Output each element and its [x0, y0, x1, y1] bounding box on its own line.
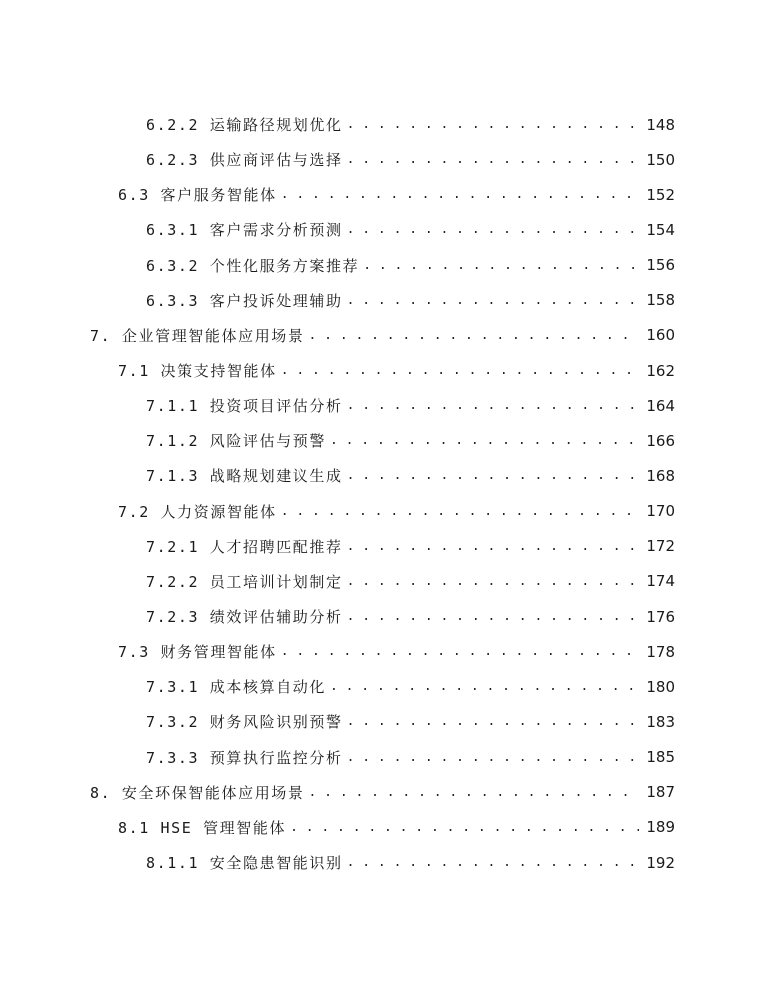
toc-entry-text [146, 395, 345, 416]
toc-entry-number: 7.2.2 [146, 572, 200, 591]
toc-page-number: 150 [646, 150, 675, 169]
toc-dot-leader [363, 258, 639, 273]
toc-entry-title: 绩效评估辅助分析 [209, 608, 343, 627]
toc-entry-text [118, 184, 279, 205]
toc-dot-leader [309, 328, 639, 343]
toc-dot-leader [281, 363, 639, 378]
toc-dot-leader [347, 855, 639, 870]
toc-dot-leader [309, 785, 639, 800]
toc-entry-number: 8.1.1 [146, 854, 200, 873]
toc-page-number: 174 [646, 572, 675, 591]
toc-dot-leader [347, 152, 639, 167]
toc-entry-text [90, 782, 307, 803]
toc-entry-number: 7.1.3 [146, 467, 200, 486]
toc-dot-leader [347, 293, 639, 308]
toc-entry-title: 客户需求分析预测 [209, 221, 343, 240]
toc-entry-title: 供应商评估与选择 [209, 151, 343, 170]
toc-dot-leader [347, 117, 639, 132]
toc-entry-number: 7.1 [118, 362, 150, 381]
toc-entry-text [146, 536, 345, 557]
toc-page-number: 164 [646, 396, 675, 415]
toc-entry-6-2-3[interactable] [0, 142, 765, 177]
toc-dot-leader [347, 574, 639, 589]
toc-page-number: 180 [646, 677, 675, 696]
toc-entry-8-1[interactable] [0, 810, 765, 845]
toc-entry-text [146, 149, 345, 170]
toc-dot-leader [347, 714, 639, 729]
toc-entry-number: 7. [90, 326, 112, 345]
toc-entry-number: 7.3 [118, 643, 150, 662]
toc-entry-title: 企业管理智能体应用场景 [121, 326, 305, 345]
toc-entry-title: 成本核算自动化 [209, 678, 326, 697]
toc-entry-number: 7.2.1 [146, 537, 200, 556]
toc-entry-title: 人才招聘匹配推荐 [209, 537, 343, 556]
toc-dot-leader [347, 468, 639, 483]
toc-entry-title: 决策支持智能体 [160, 362, 277, 381]
toc-dot-leader [347, 222, 639, 237]
toc-entry-6-3-3[interactable] [0, 283, 765, 318]
toc-entry-7-3[interactable] [0, 634, 765, 669]
toc-entry-title: 客户投诉处理辅助 [209, 291, 343, 310]
toc-entry-title: 安全环保智能体应用场景 [121, 783, 305, 802]
toc-entry-title: 人力资源智能体 [160, 502, 277, 521]
toc-page-number: 156 [646, 256, 675, 275]
toc-entry-6-3-2[interactable] [0, 248, 765, 283]
toc-entry-text [146, 852, 345, 873]
toc-dot-leader [330, 679, 639, 694]
toc-entry-number: 7.3.3 [146, 748, 200, 767]
toc-page-number: 168 [646, 466, 675, 485]
toc-entry-number: 6.3 [118, 186, 150, 205]
toc-page-number: 166 [646, 431, 675, 450]
toc-page-number: 189 [646, 818, 675, 837]
toc-entry-text [146, 465, 345, 486]
toc-entry-number: 6.3.1 [146, 221, 200, 240]
toc-entry-title: HSE 管理智能体 [160, 818, 287, 837]
toc-dot-leader [347, 398, 639, 413]
toc-entry-6-3[interactable] [0, 177, 765, 212]
toc-entry-title: 财务管理智能体 [160, 643, 277, 662]
toc-entry-title: 安全隐患智能识别 [209, 854, 343, 873]
toc-dot-leader [281, 187, 639, 202]
toc-entry-title: 预算执行监控分析 [209, 748, 343, 767]
toc-entry-7-2[interactable] [0, 494, 765, 529]
toc-page-number: 152 [646, 185, 675, 204]
table-of-contents [0, 107, 765, 880]
toc-page-number: 185 [646, 748, 675, 767]
toc-entry-number: 7.2.3 [146, 608, 200, 627]
toc-entry-text [118, 817, 288, 838]
toc-page-number: 160 [646, 326, 675, 345]
toc-entry-text [90, 325, 307, 346]
toc-dot-leader [281, 504, 639, 519]
toc-dot-leader [281, 644, 639, 659]
toc-entry-text [146, 606, 345, 627]
toc-entry-text [118, 360, 279, 381]
toc-page-number: 183 [646, 712, 675, 731]
toc-page-number: 148 [646, 115, 675, 134]
toc-entry-number: 6.2.2 [146, 116, 200, 135]
toc-dot-leader [347, 609, 639, 624]
toc-entry-7-1-2[interactable] [0, 423, 765, 458]
toc-entry-7-2-3[interactable] [0, 599, 765, 634]
toc-entry-number: 6.3.2 [146, 256, 200, 275]
toc-entry-text [146, 290, 345, 311]
toc-entry-8-1-1[interactable] [0, 845, 765, 880]
toc-entry-number: 7.1.2 [146, 432, 200, 451]
toc-entry-text [146, 430, 328, 451]
toc-entry-title: 运输路径规划优化 [209, 116, 343, 135]
toc-entry-7-2-2[interactable] [0, 564, 765, 599]
toc-entry-number: 6.2.3 [146, 151, 200, 170]
toc-entry-text [146, 747, 345, 768]
toc-entry-title: 投资项目评估分析 [209, 397, 343, 416]
toc-page-number: 170 [646, 502, 675, 521]
toc-entry-text [146, 676, 328, 697]
toc-page-number: 187 [646, 783, 675, 802]
toc-page-number: 158 [646, 291, 675, 310]
toc-entry-number: 6.3.3 [146, 291, 200, 310]
toc-entry-text [118, 501, 279, 522]
toc-entry-7-1-1[interactable] [0, 388, 765, 423]
toc-page-number: 176 [646, 607, 675, 626]
toc-entry-7-3-3[interactable] [0, 740, 765, 775]
toc-page-number: 172 [646, 537, 675, 556]
toc-entry-text [146, 571, 345, 592]
toc-entry-8[interactable] [0, 775, 765, 810]
toc-entry-title: 财务风险识别预警 [209, 713, 343, 732]
toc-dot-leader [330, 433, 639, 448]
toc-entry-title: 风险评估与预警 [209, 432, 326, 451]
toc-entry-number: 7.3.2 [146, 713, 200, 732]
toc-entry-7[interactable] [0, 318, 765, 353]
toc-entry-text [118, 641, 279, 662]
toc-entry-title: 客户服务智能体 [160, 186, 277, 205]
toc-dot-leader [290, 820, 639, 835]
toc-entry-text [146, 255, 361, 276]
toc-entry-number: 7.2 [118, 502, 150, 521]
toc-entry-number: 8.1 [118, 818, 150, 837]
toc-dot-leader [347, 539, 639, 554]
toc-page-number: 192 [646, 853, 675, 872]
toc-entry-title: 个性化服务方案推荐 [209, 256, 360, 275]
toc-entry-number: 8. [90, 783, 112, 802]
toc-entry-text [146, 114, 345, 135]
toc-entry-7-1-3[interactable] [0, 458, 765, 493]
toc-entry-7-3-2[interactable] [0, 704, 765, 739]
toc-entry-title: 员工培训计划制定 [209, 572, 343, 591]
toc-entry-7-1[interactable] [0, 353, 765, 388]
toc-dot-leader [347, 750, 639, 765]
toc-entry-number: 7.3.1 [146, 678, 200, 697]
toc-entry-7-3-1[interactable] [0, 669, 765, 704]
toc-page-number: 178 [646, 642, 675, 661]
toc-entry-text [146, 711, 345, 732]
toc-entry-7-2-1[interactable] [0, 529, 765, 564]
toc-page-number: 154 [646, 220, 675, 239]
toc-entry-text [146, 219, 345, 240]
toc-entry-6-2-2[interactable] [0, 107, 765, 142]
toc-entry-number: 7.1.1 [146, 397, 200, 416]
toc-entry-title: 战略规划建议生成 [209, 467, 343, 486]
toc-entry-6-3-1[interactable] [0, 212, 765, 247]
toc-page-number: 162 [646, 361, 675, 380]
